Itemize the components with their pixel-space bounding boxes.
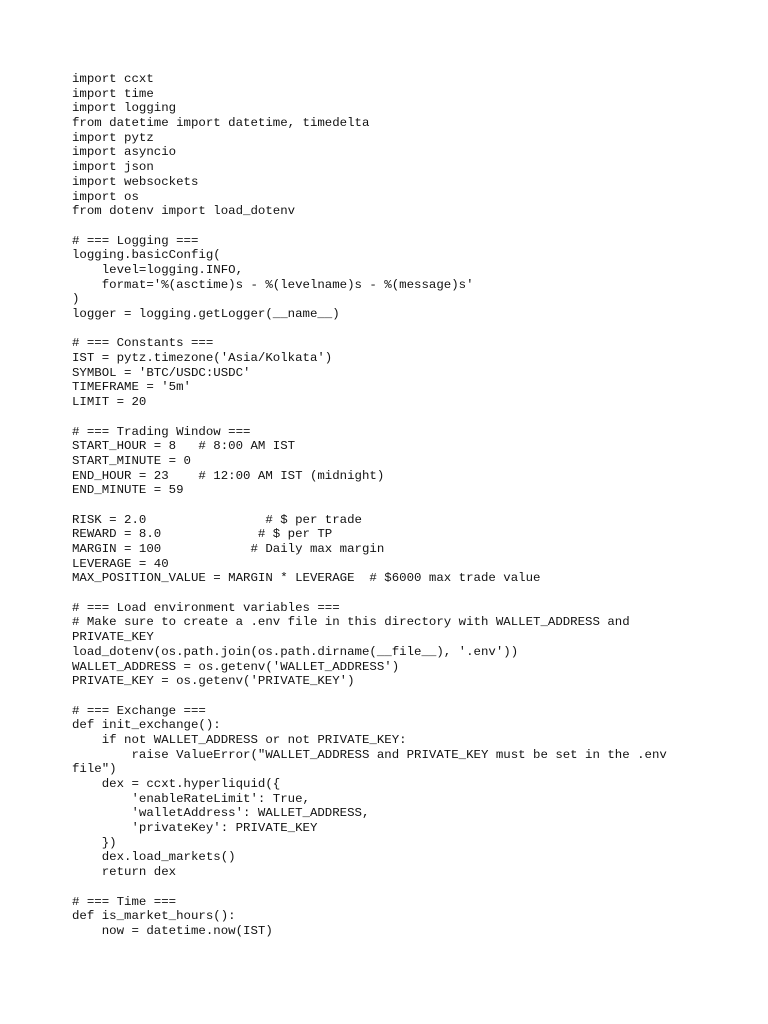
code-line: return dex: [72, 865, 177, 880]
code-line: MAX_POSITION_VALUE = MARGIN * LEVERAGE # $6000 max trade value: [72, 571, 541, 586]
code-line: dex = ccxt.hyperliquid({: [72, 777, 281, 791]
code-line: file"): [72, 762, 117, 777]
code-line: import asyncio: [72, 145, 177, 160]
code-line: 'enableRateLimit': True,: [72, 791, 310, 806]
code-line: load_dotenv(os.path.join(os.path.dirname(__file__), '.env')): [72, 644, 519, 659]
blank-line: [72, 322, 712, 337]
code-line: # === Exchange ===: [72, 703, 206, 718]
code-line: END_HOUR = 23 # 12:00 AM IST (midnight): [72, 468, 385, 483]
code-line: IST = pytz.timezone('Asia/Kolkata'): [72, 351, 333, 366]
code-line: def is_market_hours():: [72, 909, 236, 924]
code-line: import logging: [72, 101, 177, 116]
blank-line: [72, 498, 712, 513]
code-line: 'privateKey': PRIVATE_KEY: [72, 821, 318, 836]
code-line: # === Trading Window ===: [72, 424, 251, 439]
code-line: from datetime import datetime, timedelta: [72, 116, 370, 131]
code-line: MARGIN = 100 # Daily max margin: [72, 542, 385, 556]
code-line: LIMIT = 20: [72, 395, 147, 410]
code-line: dex.load_markets(): [72, 850, 236, 865]
code-line: # === Logging ===: [72, 233, 199, 248]
code-line: import pytz: [72, 130, 154, 145]
blank-line: [72, 410, 712, 425]
code-line: if not WALLET_ADDRESS or not PRIVATE_KEY:: [72, 732, 407, 747]
code-line: format='%(asctime)s - %(levelname)s - %(message)s': [72, 277, 474, 292]
code-line: # === Load environment variables ===: [72, 600, 340, 615]
blank-line: [72, 689, 712, 704]
blank-line: [72, 880, 712, 895]
blank-line: [72, 219, 712, 234]
code-line: LEVERAGE = 40: [72, 556, 169, 571]
code-line: PRIVATE_KEY = os.getenv('PRIVATE_KEY'): [72, 674, 355, 689]
code-line: logger = logging.getLogger(__name__): [72, 307, 340, 321]
code-line: START_HOUR = 8 # 8:00 AM IST: [72, 439, 296, 454]
code-line: def init_exchange():: [72, 718, 221, 733]
code-line: }): [72, 835, 117, 850]
code-line: level=logging.INFO,: [72, 262, 244, 277]
code-line: TIMEFRAME = '5m': [72, 380, 191, 395]
code-line: RISK = 2.0 # $ per trade: [72, 512, 362, 527]
code-line: # Make sure to create a .env file in this directory with WALLET_ADDRESS and: [72, 615, 630, 630]
code-line: import time: [72, 86, 154, 101]
code-line: END_MINUTE = 59: [72, 483, 184, 498]
code-line: logging.basicConfig(: [72, 248, 221, 263]
code-line: PRIVATE_KEY: [72, 630, 154, 645]
code-line: WALLET_ADDRESS = os.getenv('WALLET_ADDRESS'): [72, 659, 400, 674]
code-line: import os: [72, 189, 139, 204]
code-line: # === Time ===: [72, 894, 177, 909]
code-line: import json: [72, 160, 154, 175]
code-line: # === Constants ===: [72, 336, 214, 351]
code-line: import websockets: [72, 174, 199, 189]
code-line: import ccxt: [72, 72, 154, 86]
code-line: from dotenv import load_dotenv: [72, 204, 296, 219]
code-line: 'walletAddress': WALLET_ADDRESS,: [72, 806, 370, 821]
code-line: raise ValueError("WALLET_ADDRESS and PRIVATE_KEY must be set in the .env: [72, 747, 667, 762]
code-line: REWARD = 8.0 # $ per TP: [72, 527, 333, 542]
blank-line: [72, 586, 712, 601]
code-line: SYMBOL = 'BTC/USDC:USDC': [72, 365, 251, 380]
code-line: now = datetime.now(IST): [72, 923, 273, 938]
code-line: START_MINUTE = 0: [72, 453, 191, 468]
code-listing: [72, 72, 712, 939]
code-line: ): [72, 292, 80, 307]
